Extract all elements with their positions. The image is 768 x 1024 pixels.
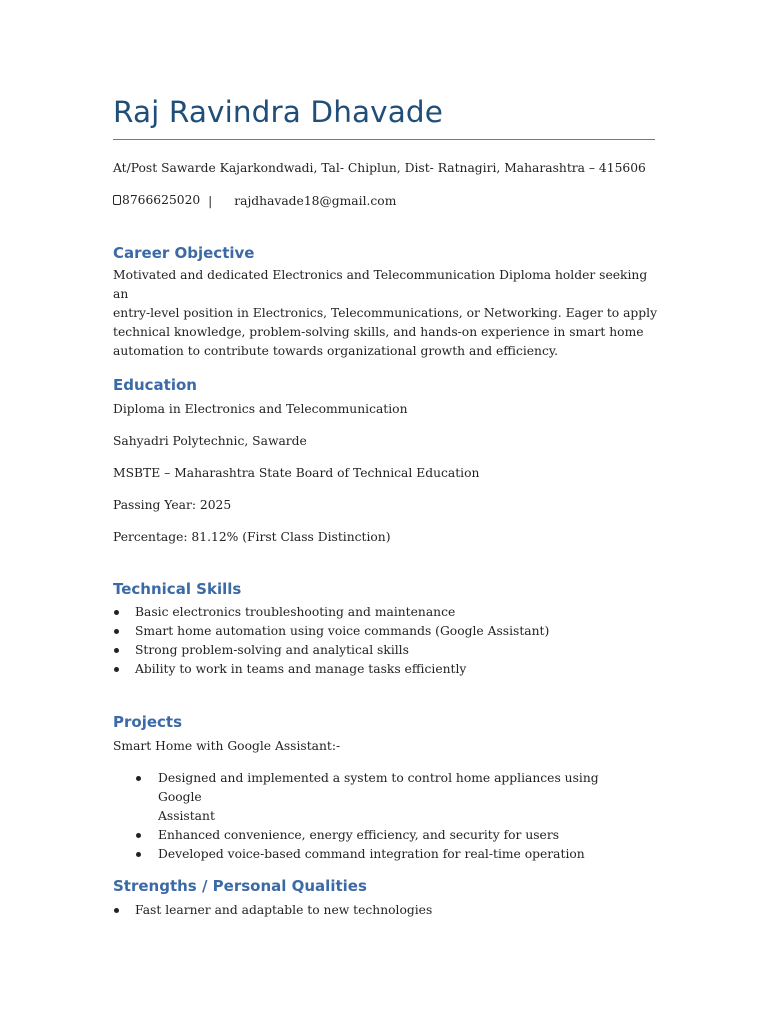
bullet-icon [114, 629, 119, 634]
list-item [113, 660, 549, 679]
education-heading: Education [113, 376, 197, 394]
strengths-heading: Strengths / Personal Qualities [113, 877, 367, 895]
education-percentage: Percentage: 81.12% (First Class Distinction) [113, 530, 391, 544]
bullet-icon [136, 852, 141, 857]
skill-text: Smart home automation using voice commands (Google Assistant) [135, 624, 550, 638]
skill-text: Basic electronics troubleshooting and maintenance [135, 605, 456, 619]
contact-line [113, 194, 396, 207]
skill-text: Ability to work in teams and manage tasks efficiently [135, 662, 467, 676]
candidate-name: Raj Ravindra Dhavade [113, 95, 443, 129]
phone-icon [113, 195, 121, 205]
skill-text: Strong problem-solving and analytical skills [135, 643, 409, 657]
education-institute: Sahyadri Polytechnic, Sawarde [113, 434, 307, 448]
strengths-list [113, 901, 432, 920]
phone-number: 8766625020 [122, 193, 201, 207]
bullet-icon [114, 667, 119, 672]
email-link[interactable]: rajdhavade18@gmail.com [234, 194, 397, 209]
career-line: technical knowledge, problem-solving skills, and hands-on experience in smart home [113, 325, 644, 339]
list-item [113, 769, 628, 826]
career-line: automation to contribute towards organizational growth and efficiency. [113, 344, 559, 358]
list-item [113, 826, 628, 845]
list-item [113, 603, 549, 622]
contact-separator: | [208, 194, 213, 209]
project-detail-text: Designed and implemented a system to control home appliances using Google [158, 771, 599, 804]
career-line: entry-level position in Electronics, Telecommunications, or Networking. Eager to apply [113, 306, 658, 320]
list-item [113, 641, 549, 660]
technical-skills-heading: Technical Skills [113, 580, 242, 598]
project-detail-text: Assistant [158, 809, 215, 823]
list-item [113, 901, 432, 920]
bullet-icon [136, 833, 141, 838]
project-detail-text: Enhanced convenience, energy efficiency, and security for users [158, 828, 560, 842]
phone-group [113, 194, 200, 206]
bullet-icon [136, 776, 141, 781]
projects-heading: Projects [113, 713, 183, 731]
career-line: Motivated and dedicated Electronics and Telecommunication Diploma holder seeking an [113, 268, 648, 301]
project-details-list [113, 769, 628, 864]
career-objective-heading: Career Objective [113, 244, 255, 262]
strength-text: Fast learner and adaptable to new technologies [135, 903, 433, 917]
project-name: Smart Home with Google Assistant:- [113, 739, 341, 753]
education-degree: Diploma in Electronics and Telecommunication [113, 402, 408, 416]
career-objective-text [113, 266, 658, 361]
education-board: MSBTE – Maharashtra State Board of Technical Education [113, 466, 480, 480]
address-line: At/Post Sawarde Kajarkondwadi, Tal- Chiplun, Dist- Ratnagiri, Maharashtra – 415606 [113, 161, 646, 175]
bullet-icon [114, 610, 119, 615]
bullet-icon [114, 648, 119, 653]
list-item [113, 845, 628, 864]
bullet-icon [114, 908, 119, 913]
technical-skills-list [113, 603, 549, 679]
header-rule [113, 139, 655, 140]
list-item [113, 622, 549, 641]
project-detail-text: Developed voice-based command integration for real-time operation [158, 847, 585, 861]
education-year: Passing Year: 2025 [113, 498, 232, 512]
